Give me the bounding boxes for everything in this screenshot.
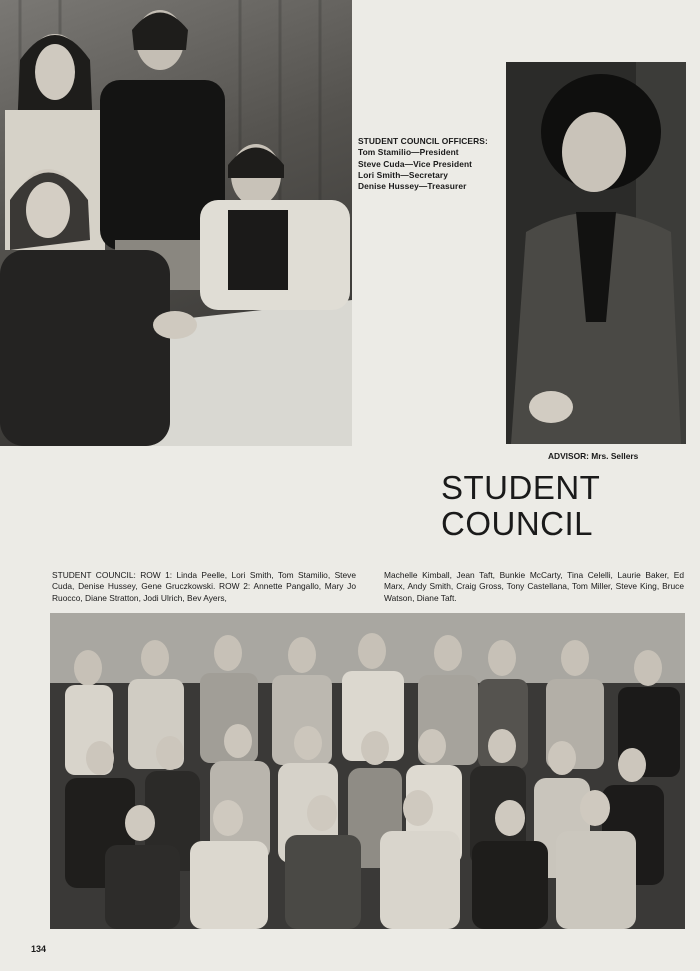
officer-line-president: Tom Stamilio—President	[358, 147, 459, 158]
page-title-line-1: STUDENT	[441, 469, 601, 506]
group-photo	[50, 613, 685, 929]
advisor-photo	[506, 62, 686, 444]
page-title-line-2: COUNCIL	[441, 505, 594, 542]
officers-caption-heading: STUDENT COUNCIL OFFICERS:	[358, 136, 488, 146]
page-title	[441, 470, 600, 542]
officer-line-vice-president: Steve Cuda—Vice President	[358, 158, 473, 169]
page-number: 134	[31, 944, 47, 954]
officers-photo-illustration	[0, 0, 352, 446]
advisor-photo-illustration	[506, 62, 686, 444]
officers-photo	[0, 0, 352, 446]
roster-text-left: STUDENT COUNCIL: ROW 1: Linda Peelle, Lori Smith, Tom Stamilio, Steve Cuda, Denise Hussey, Gene Gruczkowski. ROW 2: Annette Pangallo, Mary Jo Ruocco, Diane Stratton, Jodi Ulrich, Bev Ayers,	[52, 570, 356, 603]
group-photo-illustration	[50, 613, 685, 929]
officer-line-treasurer: Denise Hussey—Treasurer	[358, 181, 467, 192]
advisor-caption: ADVISOR: Mrs. Sellers	[548, 451, 639, 461]
roster-text-right: Machelle Kimball, Jean Taft, Bunkie McCarty, Tina Celelli, Laurie Baker, Ed Marx, Andy Smith, Craig Gross, Tony Castellana, Tom Miller, Steve King, Bruce Watson, Diane Taft.	[384, 570, 684, 603]
officers-caption	[358, 136, 504, 192]
officer-line-secretary: Lori Smith—Secretary	[358, 169, 448, 180]
